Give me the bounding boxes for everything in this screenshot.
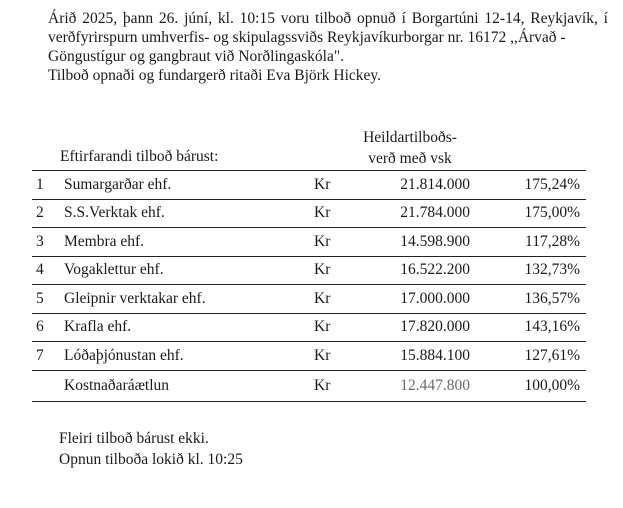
row-currency: Kr [314, 313, 350, 342]
intro-line-3: Göngustígur og gangbraut við Norðlingaskóla". [48, 48, 345, 65]
bid-amount: 21.784.000 [350, 199, 478, 228]
total-price-header-line-1: Heildartilboðs- [363, 129, 457, 146]
row-currency: Kr [314, 285, 350, 314]
row-currency: Kr [314, 228, 350, 257]
bidder-name: S.S.Verktak ehf. [64, 199, 314, 228]
intro-line-2: verðfyrirspurn umhverfis- og skipulagssviðs Reykjavíkurborgar nr. 16172 ,,Árvað - [48, 29, 566, 46]
intro-line-1: Árið 2025, þann 26. júní, kl. 10:15 voru tilboð opnuð í Borgartúni 12-14, Reykjavík, í [48, 10, 608, 27]
bid-percent: 127,61% [478, 342, 586, 371]
bid-percent: 132,73% [478, 256, 586, 285]
row-currency: Kr [314, 171, 350, 200]
row-number: 6 [32, 313, 64, 342]
bid-row [32, 171, 586, 200]
opening-closed-note: Opnun tilboða lokið kl. 10:25 [59, 451, 243, 468]
total-price-header [335, 127, 485, 169]
bid-percent: 136,57% [478, 285, 586, 314]
bid-amount: 21.814.000 [350, 171, 478, 200]
bid-amount: 17.820.000 [350, 313, 478, 342]
bid-amount: 14.598.900 [350, 228, 478, 257]
bid-row [32, 313, 586, 342]
closing-notes [59, 428, 243, 470]
bidder-name: Krafla ehf. [64, 313, 314, 342]
row-number: 2 [32, 199, 64, 228]
row-number: 3 [32, 228, 64, 257]
bid-row [32, 199, 586, 228]
row-number: 5 [32, 285, 64, 314]
cost-estimate-amount: 12.447.800 [350, 370, 478, 401]
bidder-name: Lóðaþjónustan ehf. [64, 342, 314, 371]
row-currency: Kr [314, 256, 350, 285]
bid-percent: 143,16% [478, 313, 586, 342]
bidder-name: Membra ehf. [64, 228, 314, 257]
cost-estimate-percent: 100,00% [478, 370, 586, 401]
bids-table [32, 170, 586, 402]
row-currency: Kr [314, 370, 350, 401]
intro-paragraph [48, 9, 608, 85]
bid-row [32, 342, 586, 371]
bid-row [32, 228, 586, 257]
row-currency: Kr [314, 199, 350, 228]
bid-percent: 175,24% [478, 171, 586, 200]
cost-estimate-label: Kostnaðaráætlun [64, 370, 314, 401]
row-number: 4 [32, 256, 64, 285]
bidder-name: Vogaklettur ehf. [64, 256, 314, 285]
total-price-header-line-2: verð með vsk [368, 150, 452, 167]
bid-row [32, 285, 586, 314]
bidder-name: Sumargarðar ehf. [64, 171, 314, 200]
row-number: 7 [32, 342, 64, 371]
bid-amount: 17.000.000 [350, 285, 478, 314]
bid-amount: 16.522.200 [350, 256, 478, 285]
bid-row [32, 256, 586, 285]
bids-received-header: Eftirfarandi tilboð bárust: [60, 148, 219, 165]
row-number [32, 370, 64, 401]
row-number: 1 [32, 171, 64, 200]
bidder-name: Gleipnir verktakar ehf. [64, 285, 314, 314]
intro-line-4: Tilboð opnaði og fundargerð ritaði Eva Björk Hickey. [48, 67, 382, 84]
cost-estimate-row [32, 370, 586, 401]
bid-amount: 15.884.100 [350, 342, 478, 371]
bid-percent: 117,28% [478, 228, 586, 257]
no-more-bids-note: Fleiri tilboð bárust ekki. [59, 430, 209, 447]
bid-percent: 175,00% [478, 199, 586, 228]
row-currency: Kr [314, 342, 350, 371]
